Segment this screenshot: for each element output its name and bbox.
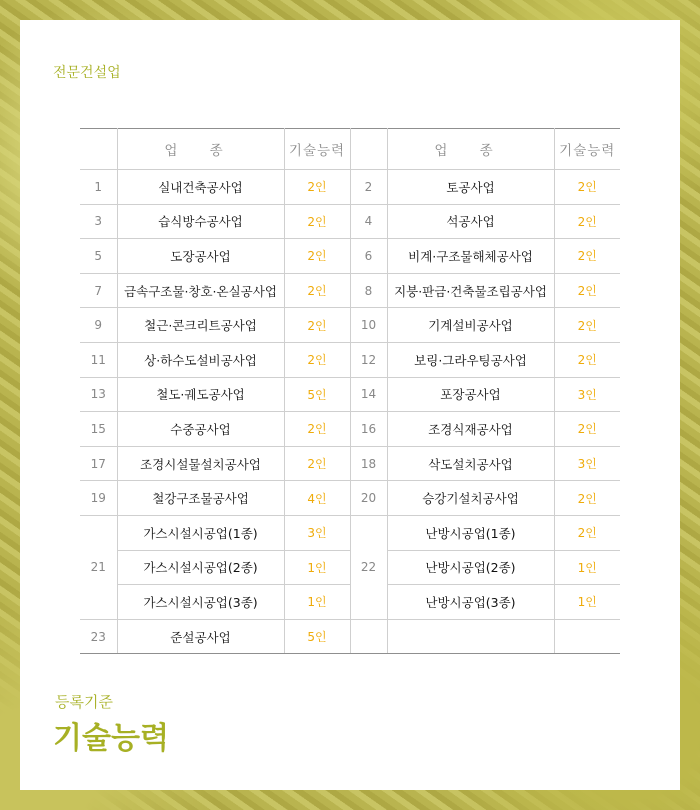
- capability-value: 2인: [284, 342, 350, 377]
- industry-name: 도장공사업: [117, 239, 284, 274]
- capability-value: 2인: [554, 170, 620, 205]
- row-number: 17: [80, 446, 117, 481]
- industry-name: 삭도설치공사업: [387, 446, 554, 481]
- row-number: 4: [350, 204, 387, 239]
- row-number: 6: [350, 239, 387, 274]
- industry-name: 상·하수도설비공사업: [117, 342, 284, 377]
- table-row: [80, 481, 620, 516]
- header-industry-left: 업 종: [117, 129, 284, 170]
- table-row: [80, 239, 620, 274]
- row-number: 7: [80, 273, 117, 308]
- capability-value: 5인: [284, 377, 350, 412]
- table-row: [80, 446, 620, 481]
- capability-value: 2인: [554, 308, 620, 343]
- capability-value: 1인: [554, 585, 620, 620]
- table-row: [80, 619, 620, 654]
- row-number: 21: [80, 515, 117, 619]
- industry-name: 철강구조물공사업: [117, 481, 284, 516]
- header-number-right: [350, 129, 387, 170]
- industry-name: 조경시설물설치공사업: [117, 446, 284, 481]
- capability-value: 1인: [554, 550, 620, 585]
- industry-name: 금속구조물·창호·온실공사업: [117, 273, 284, 308]
- table-header-row: [80, 129, 620, 170]
- capability-value: 2인: [554, 273, 620, 308]
- row-number: 13: [80, 377, 117, 412]
- industry-name: 토공사업: [387, 170, 554, 205]
- subtitle: 등록기준: [55, 693, 113, 711]
- capability-value: 2인: [554, 515, 620, 550]
- industry-name: 철도·궤도공사업: [117, 377, 284, 412]
- content-panel: [20, 20, 680, 790]
- row-number: 3: [80, 204, 117, 239]
- header-number-left: [80, 129, 117, 170]
- table-row: [80, 204, 620, 239]
- row-number: 14: [350, 377, 387, 412]
- capability-value: 1인: [284, 585, 350, 620]
- industry-name: 지붕·판금·건축물조립공사업: [387, 273, 554, 308]
- industry-name: 석공사업: [387, 204, 554, 239]
- capability-value: 2인: [284, 308, 350, 343]
- capability-value: 3인: [554, 377, 620, 412]
- header-industry-right: 업 종: [387, 129, 554, 170]
- header-capability-right: 기술능력: [554, 129, 620, 170]
- empty-cell: [387, 619, 554, 654]
- empty-cell: [554, 619, 620, 654]
- row-number: 22: [350, 515, 387, 619]
- industry-name: 보링·그라우팅공사업: [387, 342, 554, 377]
- table-row: [80, 273, 620, 308]
- capability-value: 2인: [284, 446, 350, 481]
- industry-name: 실내건축공사업: [117, 170, 284, 205]
- row-number: 5: [80, 239, 117, 274]
- industry-name: 승강기설치공사업: [387, 481, 554, 516]
- capability-value: 5인: [284, 619, 350, 654]
- table-row: [80, 308, 620, 343]
- capability-value: 3인: [554, 446, 620, 481]
- row-number: 18: [350, 446, 387, 481]
- capability-value: 1인: [284, 550, 350, 585]
- row-number: 20: [350, 481, 387, 516]
- industry-name: 기계설비공사업: [387, 308, 554, 343]
- industry-name: 가스시설시공업(2종): [117, 550, 284, 585]
- industry-name: 난방시공업(1종): [387, 515, 554, 550]
- capability-value: 2인: [554, 239, 620, 274]
- row-number: 10: [350, 308, 387, 343]
- table-row: [80, 342, 620, 377]
- capability-value: 2인: [284, 412, 350, 447]
- industry-name: 난방시공업(2종): [387, 550, 554, 585]
- table-row: [80, 377, 620, 412]
- capability-value: 2인: [554, 342, 620, 377]
- table-row: [80, 412, 620, 447]
- industry-name: 포장공사업: [387, 377, 554, 412]
- page-title: 기술능력: [53, 721, 169, 756]
- capability-value: 2인: [554, 481, 620, 516]
- section-label: 전문건설업: [53, 65, 121, 81]
- industry-name: 가스시설시공업(1종): [117, 515, 284, 550]
- row-number: 8: [350, 273, 387, 308]
- table-row: [80, 170, 620, 205]
- row-number: 19: [80, 481, 117, 516]
- capability-value: 4인: [284, 481, 350, 516]
- industry-name: 수중공사업: [117, 412, 284, 447]
- industry-name: 준설공사업: [117, 619, 284, 654]
- empty-cell: [350, 619, 387, 654]
- capability-value: 3인: [284, 515, 350, 550]
- header-capability-left: 기술능력: [284, 129, 350, 170]
- capability-value: 2인: [554, 412, 620, 447]
- capability-table: [80, 128, 620, 654]
- industry-name: 철근·콘크리트공사업: [117, 308, 284, 343]
- row-number: 15: [80, 412, 117, 447]
- row-number: 1: [80, 170, 117, 205]
- row-number: 2: [350, 170, 387, 205]
- capability-value: 2인: [284, 204, 350, 239]
- industry-name: 비계·구조물해체공사업: [387, 239, 554, 274]
- row-number: 12: [350, 342, 387, 377]
- row-number: 11: [80, 342, 117, 377]
- capability-value: 2인: [284, 239, 350, 274]
- capability-value: 2인: [284, 170, 350, 205]
- industry-name: 가스시설시공업(3종): [117, 585, 284, 620]
- industry-name: 조경식재공사업: [387, 412, 554, 447]
- industry-name: 난방시공업(3종): [387, 585, 554, 620]
- capability-value: 2인: [284, 273, 350, 308]
- row-number: 16: [350, 412, 387, 447]
- row-number: 9: [80, 308, 117, 343]
- capability-value: 2인: [554, 204, 620, 239]
- industry-name: 습식방수공사업: [117, 204, 284, 239]
- table-row: [80, 515, 620, 550]
- row-number: 23: [80, 619, 117, 654]
